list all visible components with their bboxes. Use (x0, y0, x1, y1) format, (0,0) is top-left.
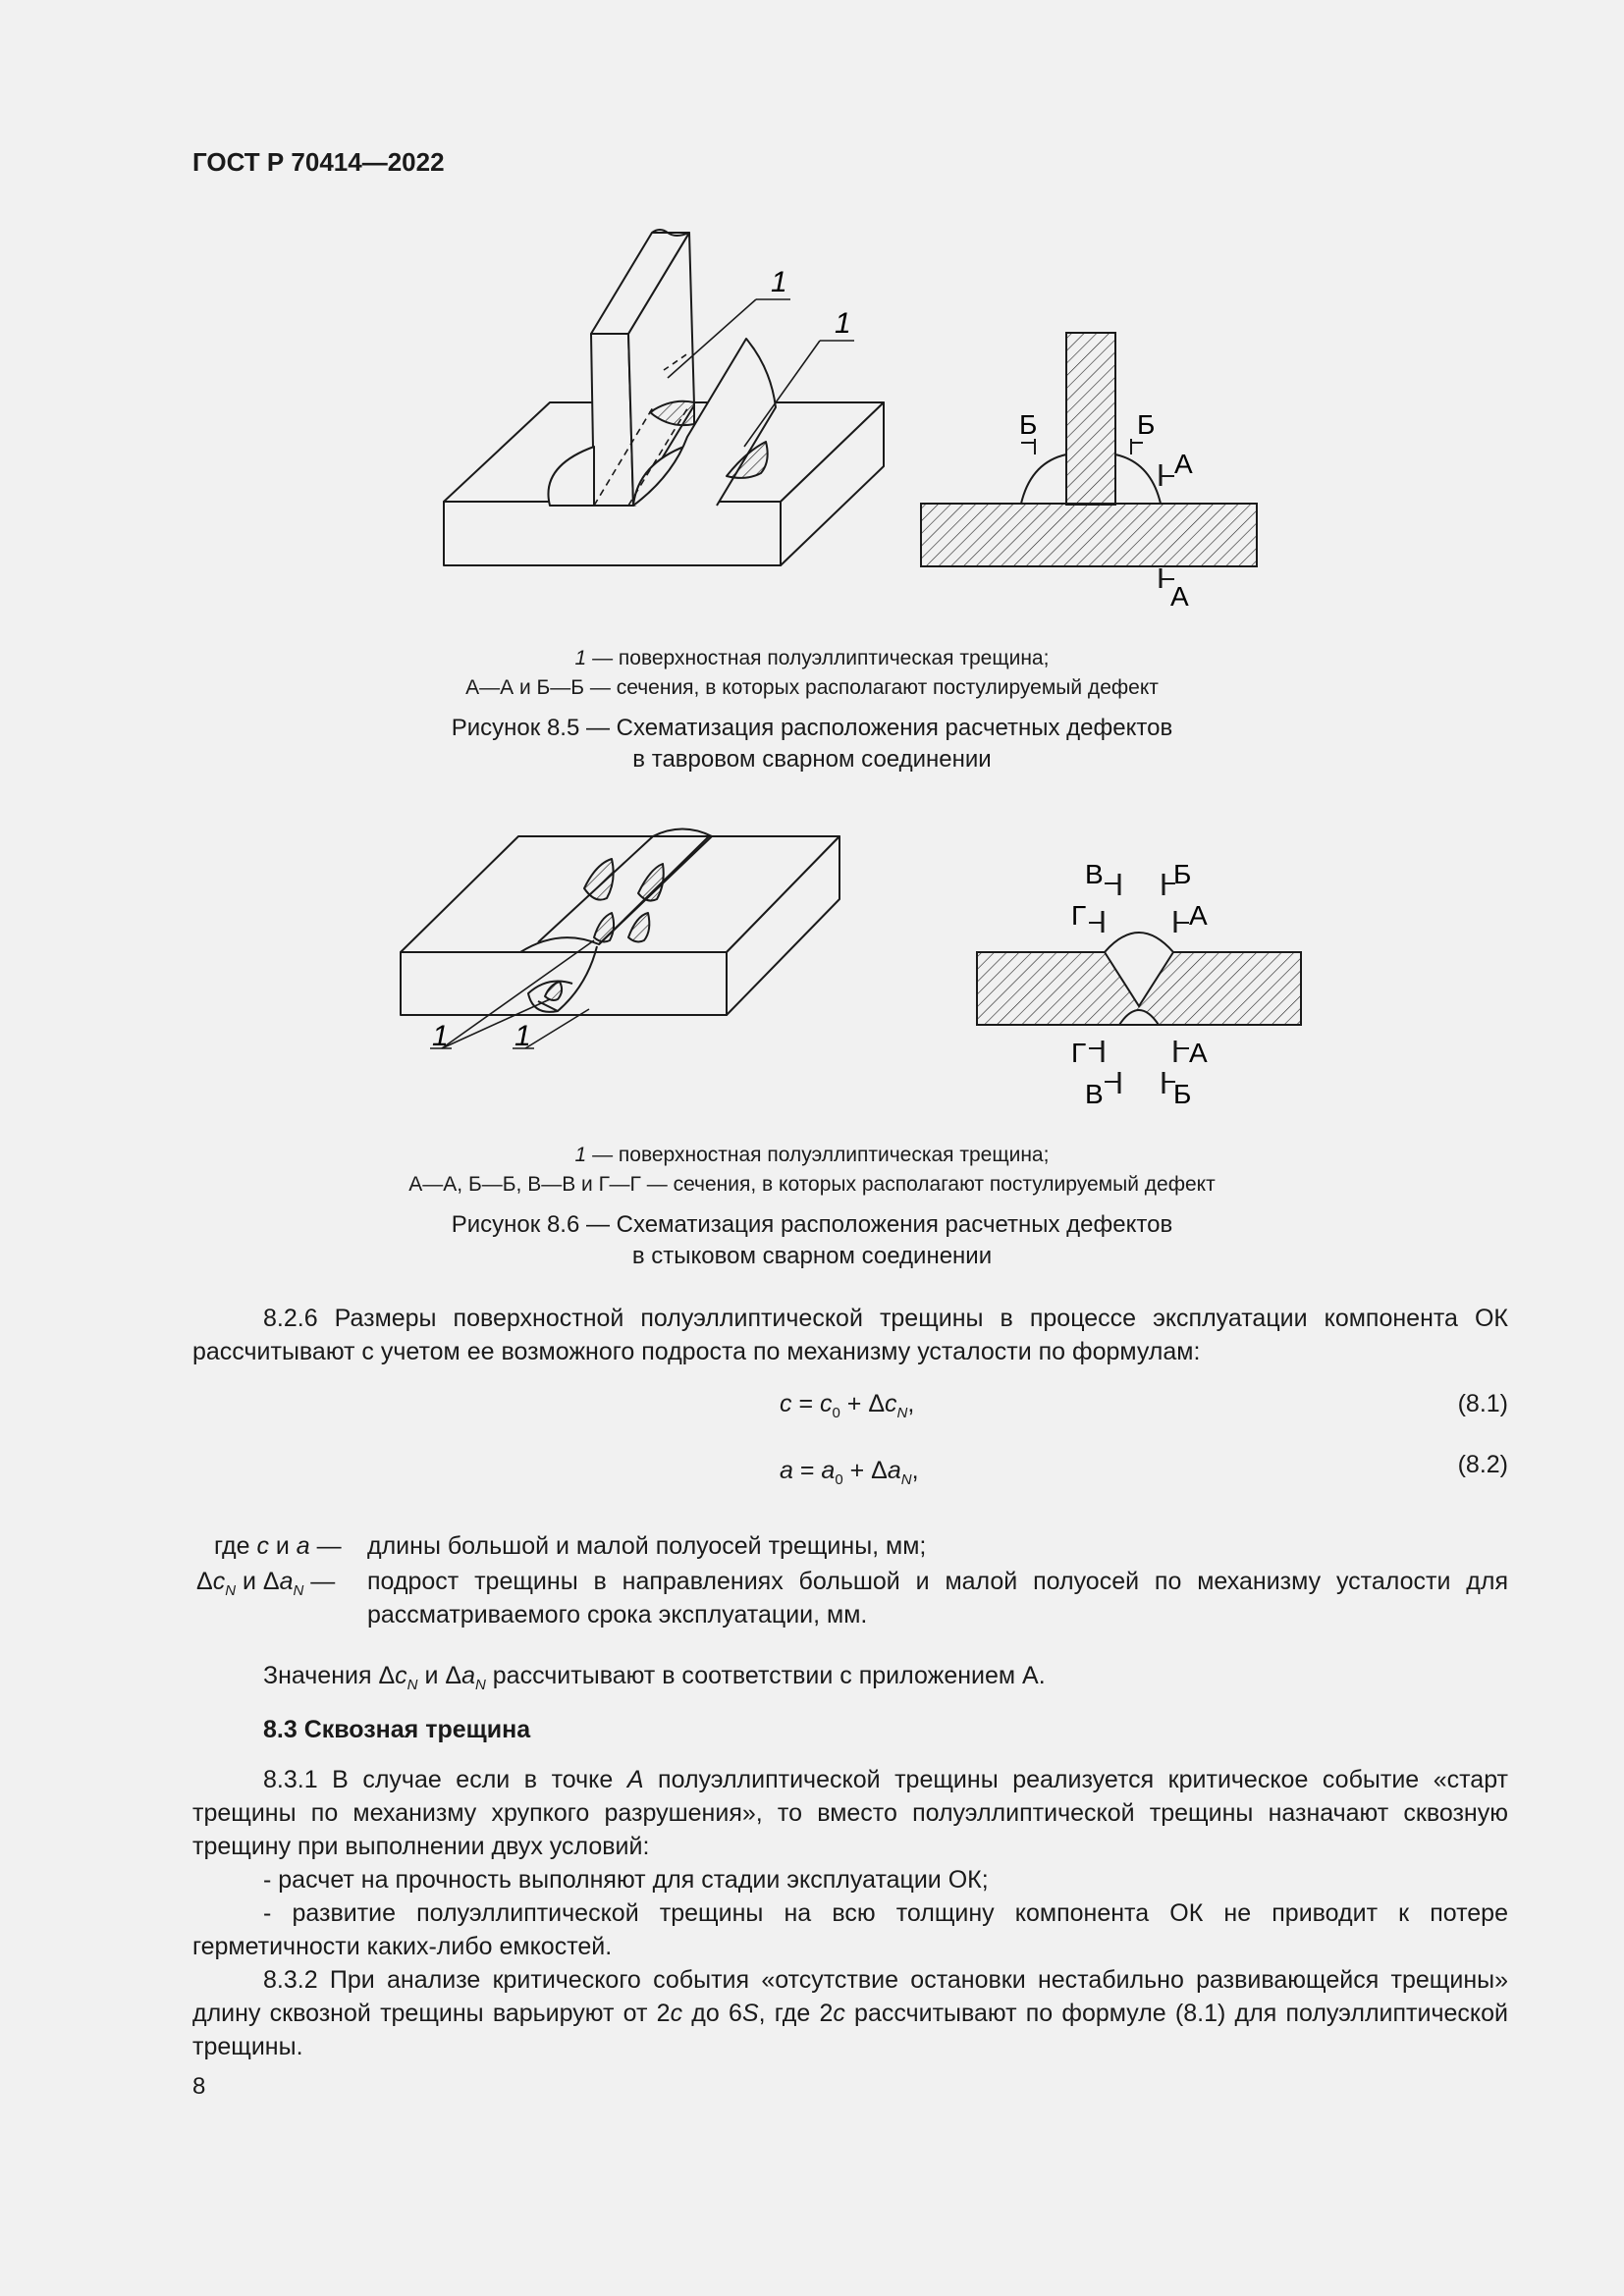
formula-symbol: c (780, 1390, 792, 1417)
where-definition-1: длины большой и малой полуосей трещины, мм; (367, 1532, 927, 1560)
delta: Δ (196, 1568, 213, 1595)
formula-subscript: N (900, 1471, 912, 1488)
symbol-c: c (395, 1662, 407, 1689)
symbol-c: c (670, 2000, 683, 2027)
formula-symbol: c (820, 1390, 833, 1417)
formula-op: + Δ (842, 1457, 888, 1484)
paragraph-text: полуэллиптической трещины реализуется критическое событие «старт трещины по механизму хрупкого разрушения», то вместо полуэллиптической трещины назначают сквозную трещину при выполнении двух условий: (192, 1766, 1509, 1860)
bullet-item-1: - расчет на прочность выполняют для стадии эксплуатации ОК; (263, 1866, 989, 1894)
symbol-a: a (279, 1568, 294, 1595)
figure-8-5-section (913, 329, 1267, 614)
figure-8-6-label-g-top: Г (1071, 900, 1087, 931)
paragraph-text: рассчитывают по формуле (8.1) для полуэллиптической трещины. (192, 2000, 1508, 2060)
symbol-s: S (741, 2000, 759, 2027)
figure-8-5-legend (0, 644, 1624, 703)
subscript-n: N (225, 1582, 237, 1599)
paragraph-text: 8.3.1 В случае если в точке (263, 1766, 627, 1793)
legend-text: — поверхностная полуэллиптическая трещина; (586, 1144, 1050, 1166)
figure-8-5-label-b-left: Б (1019, 409, 1038, 440)
symbol-a: a (296, 1532, 310, 1560)
paragraph-text: , где 2 (758, 2000, 834, 2027)
equation-number-8-1: (8.1) (1457, 1390, 1508, 1417)
legend-sections: А—А, Б—Б, В—В и Г—Г — сечения, в которых располагают постулируемый дефект (408, 1173, 1216, 1196)
formula-subscript: 0 (832, 1405, 840, 1421)
values-line (263, 1659, 1046, 1702)
figure-8-6-label-v-bottom: В (1085, 1079, 1104, 1109)
figure-8-5-label-a-bottom: А (1170, 581, 1189, 612)
paragraph-text: до 6 (682, 2000, 742, 2027)
formula-op: = (792, 1457, 822, 1484)
figure-8-6-label-a-top: А (1189, 900, 1208, 931)
figure-8-6-label-b-bottom: Б (1173, 1079, 1192, 1109)
figure-8-5-callout-1b: 1 (835, 307, 851, 340)
figure-8-6-label-g-bottom: Г (1071, 1038, 1087, 1068)
figure-8-5-label-b-right: Б (1137, 409, 1156, 440)
legend-number: 1 (574, 1144, 587, 1166)
figure-8-6-label-v-top: В (1085, 859, 1104, 889)
legend-sections: А—А и Б—Б — сечения, в которых располагают постулируемый дефект (465, 676, 1159, 699)
formula-op: , (907, 1390, 915, 1417)
symbol-a: a (461, 1662, 475, 1689)
paragraph-8-2-6 (192, 1302, 1508, 1368)
formula-symbol: a (780, 1457, 793, 1484)
formula-op: , (911, 1457, 919, 1484)
figure-8-5-isometric (432, 221, 903, 574)
caption-line-1: Рисунок 8.5 — Схематизация расположения расчетных дефектов (451, 715, 1173, 741)
formula-8-2 (780, 1457, 919, 1488)
formula-op: = (791, 1390, 820, 1417)
paragraph-8-3-1 (192, 1763, 1508, 2063)
symbol-c: c (833, 2000, 845, 2027)
point-a: А (626, 1766, 644, 1793)
formula-8-1 (780, 1390, 914, 1421)
symbol-c: c (212, 1568, 226, 1595)
page-number: 8 (192, 2073, 206, 2100)
legend-text: — поверхностная полуэллиптическая трещина; (586, 647, 1050, 669)
figure-8-6-label-b-top: Б (1173, 859, 1192, 889)
formula-subscript: N (896, 1405, 908, 1421)
values-text: рассчитывают в соответствии с приложением А. (485, 1662, 1046, 1689)
figure-8-6-caption (0, 1209, 1624, 1272)
conjunction: и Δ (236, 1568, 280, 1595)
formula-symbol: a (887, 1457, 901, 1484)
figure-8-5-label-a-top: А (1174, 449, 1193, 479)
document-header: ГОСТ Р 70414—2022 (192, 147, 445, 177)
formula-subscript: 0 (835, 1471, 843, 1488)
where-definition-2: подрост трещины в направлениях большой и малой полуосей по механизму усталости для рассматриваемого срока эксплуатации, мм. (367, 1568, 1508, 1629)
formula-op: + Δ (839, 1390, 886, 1417)
symbol-c: c (256, 1532, 269, 1560)
where-word: где (214, 1532, 257, 1560)
subscript-n: N (293, 1582, 304, 1599)
section-8-3-title: 8.3 Сквозная трещина (263, 1716, 531, 1743)
caption-line-2: в тавровом сварном соединении (632, 746, 992, 773)
formula-symbol: c (885, 1390, 897, 1417)
bullet-item-2: - развитие полуэллиптической трещины на всю толщину компонента ОК не приводит к потере герметичности каких-либо емкостей. (192, 1899, 1508, 1960)
dash: — (309, 1532, 342, 1560)
formula-symbol: a (821, 1457, 836, 1484)
caption-line-2: в стыковом сварном соединении (631, 1243, 993, 1269)
paragraph-text: 8.2.6 Размеры поверхностной полуэллиптической трещины в процессе эксплуатации компонента ОК рассчитывают с учетом ее возможного подроста по механизму усталости по формулам: (192, 1305, 1508, 1365)
values-text: Значения Δ (263, 1662, 396, 1689)
legend-number: 1 (574, 647, 587, 669)
figure-8-6-callout-1a: 1 (432, 1020, 449, 1052)
figure-8-6-section (967, 854, 1321, 1109)
conjunction: и (268, 1532, 297, 1560)
figure-8-6-callout-1b: 1 (514, 1020, 531, 1052)
subscript-n: N (474, 1677, 486, 1693)
figure-8-6-legend (0, 1141, 1624, 1200)
figure-8-5-callout-1a: 1 (771, 266, 787, 298)
where-label-2 (196, 1565, 335, 1608)
subscript-n: N (406, 1677, 418, 1693)
paragraph-text: 8.3.2 При анализе критического события «отсутствие остановки нестабильно развивающейся трещины» длину сквозной трещины варьируют от 2 (192, 1966, 1508, 2027)
figure-8-5-caption (0, 713, 1624, 775)
equation-number-8-2: (8.2) (1457, 1451, 1508, 1478)
where-label-1 (214, 1529, 342, 1563)
dash: — (303, 1568, 336, 1595)
figure-8-6-isometric (393, 825, 864, 1070)
values-text: и Δ (417, 1662, 462, 1689)
figure-8-6-label-a-bottom: А (1189, 1038, 1208, 1068)
caption-line-1: Рисунок 8.6 — Схематизация расположения расчетных дефектов (451, 1211, 1173, 1238)
